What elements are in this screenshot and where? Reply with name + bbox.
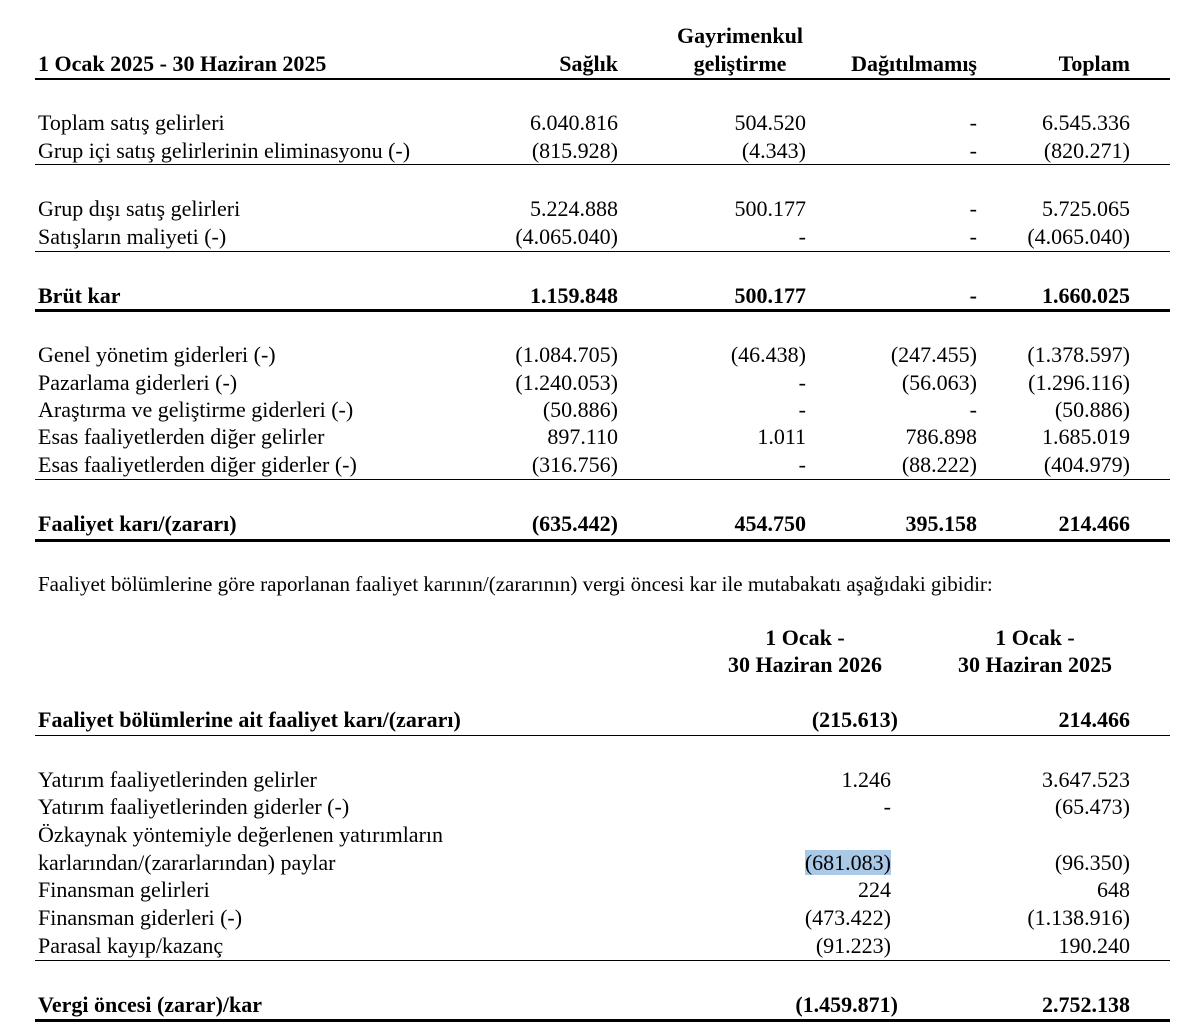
cell-unallocated: -: [969, 397, 977, 422]
cell-realestate: (4.343): [741, 138, 806, 163]
cell-2025: 190.240: [1058, 933, 1130, 958]
row-label: Satışların maliyeti (-): [38, 224, 227, 249]
total-rule: [35, 1019, 1170, 1022]
row-label: Vergi öncesi (zarar)/kar: [38, 992, 263, 1017]
cell-total: 6.545.336: [1042, 110, 1130, 135]
cell-unallocated: -: [969, 283, 977, 308]
cell-health: (635.442): [531, 511, 618, 536]
cell-realestate: -: [798, 370, 806, 395]
cell-health: 1.159.848: [530, 283, 618, 308]
cell-health: 5.224.888: [530, 196, 618, 221]
section-rule: [35, 164, 1170, 165]
cell-2026-highlighted: [700, 850, 891, 876]
row-label: Finansman gelirleri: [38, 877, 210, 902]
cell-2025: 3.647.523: [1042, 767, 1130, 792]
column-header-realestate-line1: Gayrimenkul: [677, 23, 803, 48]
cell-unallocated: -: [969, 224, 977, 249]
cell-2025: 214.466: [1058, 707, 1130, 732]
reconciliation-note: Faaliyet bölümlerine göre raporlanan faaliyet karının/(zararının) vergi öncesi kar ile mutabakatı aşağıdaki gibidir:: [38, 572, 993, 596]
row-label: Grup içi satış gelirlerinin eliminasyonu (-): [38, 138, 411, 163]
period-title: 1 Ocak 2025 - 30 Haziran 2025: [38, 51, 327, 76]
column-header-total: Toplam: [1058, 51, 1130, 76]
section-rule: [35, 251, 1170, 252]
row-label: Araştırma ve geliştirme giderleri (-): [38, 397, 354, 422]
cell-2025: (1.138.916): [1027, 905, 1130, 930]
cell-unallocated: -: [969, 110, 977, 135]
cell-realestate: 454.750: [734, 511, 806, 536]
column-header-2025-line2: 30 Haziran 2025: [958, 652, 1112, 677]
cell-total: (4.065.040): [1027, 224, 1130, 249]
row-label: Faaliyet bölümlerine ait faaliyet karı/(zararı): [38, 707, 461, 732]
column-header-2026-line1: 1 Ocak -: [765, 625, 845, 650]
row-label: Yatırım faaliyetlerinden gelirler: [38, 767, 317, 792]
section-rule: [35, 960, 1170, 961]
row-label: Genel yönetim giderleri (-): [38, 342, 276, 367]
row-label: Pazarlama giderleri (-): [38, 370, 238, 395]
cell-health: 897.110: [547, 424, 618, 449]
cell-unallocated: -: [969, 138, 977, 163]
cell-health: 6.040.816: [530, 110, 618, 135]
cell-total: (404.979): [1043, 452, 1130, 477]
row-label: Grup dışı satış gelirleri: [38, 196, 241, 221]
cell-realestate: 504.520: [734, 110, 806, 135]
cell-2025: (96.350): [1054, 850, 1130, 875]
cell-2026: (215.613): [811, 707, 898, 732]
cell-total: 1.685.019: [1042, 424, 1130, 449]
cell-realestate: 500.177: [734, 283, 806, 308]
cell-realestate: 1.011: [757, 424, 806, 449]
cell-2026: (1.459.871): [795, 992, 898, 1017]
total-rule: [35, 539, 1170, 542]
cell-2026: (91.223): [815, 933, 891, 958]
total-rule: [35, 309, 1170, 312]
cell-unallocated: (88.222): [901, 452, 977, 477]
column-header-2025-line1: 1 Ocak -: [995, 625, 1075, 650]
column-header-unallocated: Dağıtılmamış: [851, 51, 977, 76]
row-label-continued: karlarından/(zararlarından) paylar: [38, 850, 336, 875]
cell-health: (4.065.040): [515, 224, 618, 249]
cell-realestate: (46.438): [730, 342, 806, 367]
cell-2025: 648: [1097, 877, 1130, 902]
section-rule: [35, 479, 1170, 480]
cell-total: (1.296.116): [1028, 370, 1130, 395]
row-label: Finansman giderleri (-): [38, 905, 243, 930]
cell-2026: 224: [858, 877, 891, 902]
cell-unallocated: (56.063): [901, 370, 977, 395]
column-header-2026-line2: 30 Haziran 2026: [728, 652, 882, 677]
cell-health: (815.928): [531, 138, 618, 163]
cell-unallocated: 786.898: [905, 424, 977, 449]
row-label: Brüt kar: [38, 283, 121, 308]
cell-realestate: -: [798, 397, 806, 422]
row-label: Faaliyet karı/(zararı): [38, 511, 237, 536]
column-header-health: Sağlık: [559, 51, 618, 76]
row-label: Toplam satış gelirleri: [38, 110, 225, 135]
cell-2025: (65.473): [1054, 794, 1130, 819]
header-rule: [35, 78, 1170, 80]
column-header-realestate-line2: geliştirme: [693, 51, 787, 76]
row-label: Esas faaliyetlerden diğer giderler (-): [38, 452, 357, 477]
cell-total: (820.271): [1043, 138, 1130, 163]
cell-total: 214.466: [1058, 511, 1130, 536]
cell-unallocated: 395.158: [905, 511, 977, 536]
cell-2026: -: [883, 794, 891, 819]
cell-2026: 1.246: [841, 767, 891, 792]
cell-realestate: -: [798, 452, 806, 477]
cell-total: 1.660.025: [1042, 283, 1130, 308]
cell-2025: 2.752.138: [1042, 992, 1130, 1017]
cell-realestate: -: [798, 224, 806, 249]
section-rule: [35, 735, 1170, 736]
cell-total: (50.886): [1054, 397, 1130, 422]
cell-2026: (473.422): [804, 905, 891, 930]
row-label: Özkaynak yöntemiyle değerlenen yatırımların: [38, 822, 444, 847]
selection-highlight: (681.083): [804, 850, 891, 875]
cell-health: (50.886): [542, 397, 618, 422]
cell-unallocated: (247.455): [890, 342, 977, 367]
cell-unallocated: -: [969, 196, 977, 221]
row-label: Yatırım faaliyetlerinden giderler (-): [38, 794, 350, 819]
cell-health: (316.756): [531, 452, 618, 477]
cell-total: (1.378.597): [1027, 342, 1130, 367]
row-label: Esas faaliyetlerden diğer gelirler: [38, 424, 325, 449]
cell-total: 5.725.065: [1042, 196, 1130, 221]
cell-realestate: 500.177: [734, 196, 806, 221]
cell-health: (1.240.053): [515, 370, 618, 395]
row-label: Parasal kayıp/kazanç: [38, 933, 224, 958]
cell-health: (1.084.705): [515, 342, 618, 367]
